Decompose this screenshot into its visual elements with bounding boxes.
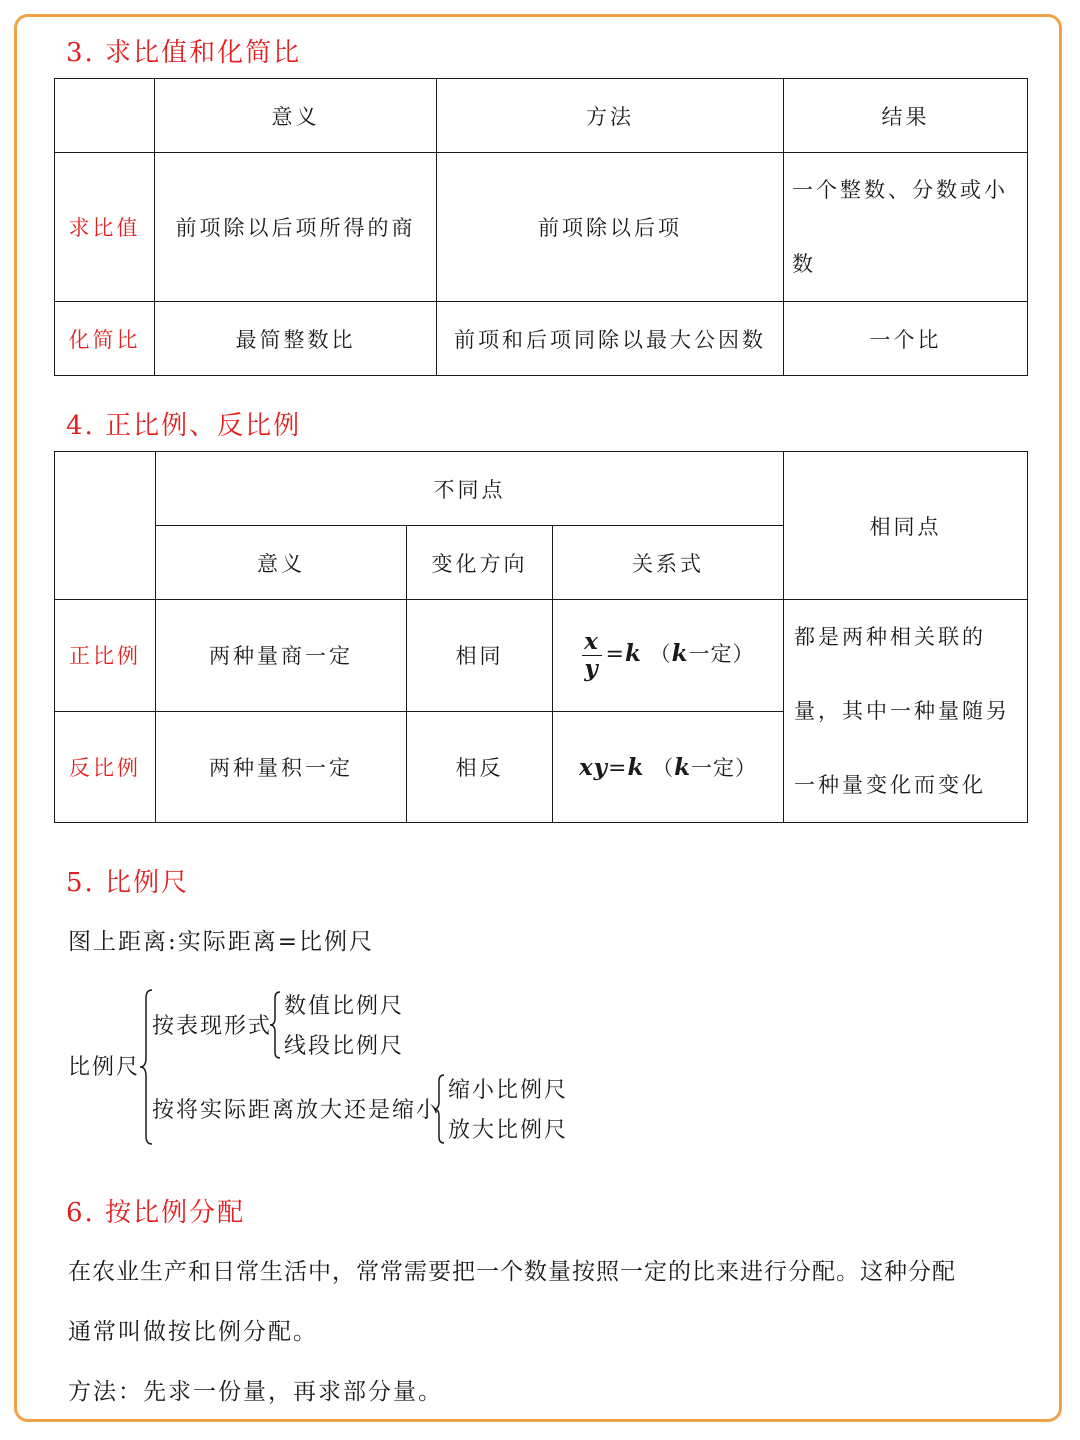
method-line: 方法：先求一份量，再求部分量。	[68, 1379, 443, 1405]
fraction-numerator: x	[584, 627, 599, 655]
row-label: 反比例	[55, 711, 156, 823]
note-text: 一定	[691, 755, 736, 780]
leaf: 线段比例尺	[284, 1034, 405, 1059]
header-same: 相同点	[784, 452, 1028, 600]
table-row	[55, 302, 1028, 376]
ratio-table-header-row	[55, 79, 1028, 153]
row-label: 化简比	[55, 302, 155, 376]
constant-k: k	[624, 639, 642, 667]
branch-label: 按将实际距离放大还是缩小	[152, 1098, 441, 1123]
table-row	[55, 600, 1028, 712]
tree-root: 比例尺	[68, 1055, 141, 1080]
proportion-header-row	[55, 452, 1028, 526]
section-3-title: 3. 求比值和化简比	[66, 38, 302, 68]
header-empty-cell	[55, 79, 155, 153]
leaf: 放大比例尺	[448, 1118, 569, 1143]
equals-sign: =	[608, 755, 628, 781]
constant-k: k	[627, 753, 645, 781]
subheader-direction: 变化方向	[407, 526, 553, 600]
header-result: 结果	[784, 79, 1028, 153]
row-method: 前项除以后项	[437, 153, 784, 302]
same-point-text: 都是两种相关联的量，其中一种量随另一种量变化而变化	[784, 600, 1028, 823]
branch-brace	[268, 990, 282, 1060]
row-label: 求比值	[55, 153, 155, 302]
section-5-title: 5. 比例尺	[66, 868, 190, 898]
inverse-formula: xy=k （k一定）	[553, 711, 784, 823]
paragraph-line: 通常叫做按比例分配。	[68, 1319, 318, 1345]
branch-brace	[432, 1073, 446, 1145]
fraction-denominator: y	[584, 654, 599, 682]
note-k: k	[674, 753, 692, 781]
row-meaning: 最简整数比	[155, 302, 437, 376]
table-row	[55, 153, 1028, 302]
equals-sign: =	[605, 641, 625, 667]
subheader-meaning: 意义	[156, 526, 407, 600]
row-direction: 相同	[407, 600, 553, 712]
proportion-table	[54, 451, 1028, 823]
paragraph-line: 在农业生产和日常生活中，常常需要把一个数量按照一定的比来进行分配。这种分配	[68, 1259, 956, 1285]
row-meaning: 两种量积一定	[156, 711, 407, 823]
leaf: 缩小比例尺	[448, 1078, 569, 1103]
scale-formula: 图上距离:实际距离=比例尺	[68, 929, 375, 955]
row-result: 一个整数、分数或小数	[784, 153, 1028, 302]
note-text: 一定	[688, 641, 733, 666]
row-label: 正比例	[55, 600, 156, 712]
row-method: 前项和后项同除以最大公因数	[437, 302, 784, 376]
direct-formula: $\frac{x}{y}$ =k （k一定）	[553, 600, 784, 712]
header-empty-cell	[55, 452, 156, 600]
header-method: 方法	[437, 79, 784, 153]
section-6-title: 6. 按比例分配	[66, 1198, 246, 1228]
row-meaning: 两种量商一定	[156, 600, 407, 712]
header-different: 不同点	[156, 452, 784, 526]
formula-lhs: xy	[578, 753, 609, 781]
note-k: k	[671, 639, 689, 667]
header-meaning: 意义	[155, 79, 437, 153]
section-4-title: 4. 正比例、反比例	[66, 411, 302, 441]
leaf: 数值比例尺	[284, 994, 405, 1019]
row-direction: 相反	[407, 711, 553, 823]
fraction	[582, 629, 602, 682]
branch-label: 按表现形式	[152, 1014, 273, 1039]
row-meaning: 前项除以后项所得的商	[155, 153, 437, 302]
row-result: 一个比	[784, 302, 1028, 376]
ratio-table	[54, 78, 1028, 376]
subheader-formula: 关系式	[553, 526, 784, 600]
